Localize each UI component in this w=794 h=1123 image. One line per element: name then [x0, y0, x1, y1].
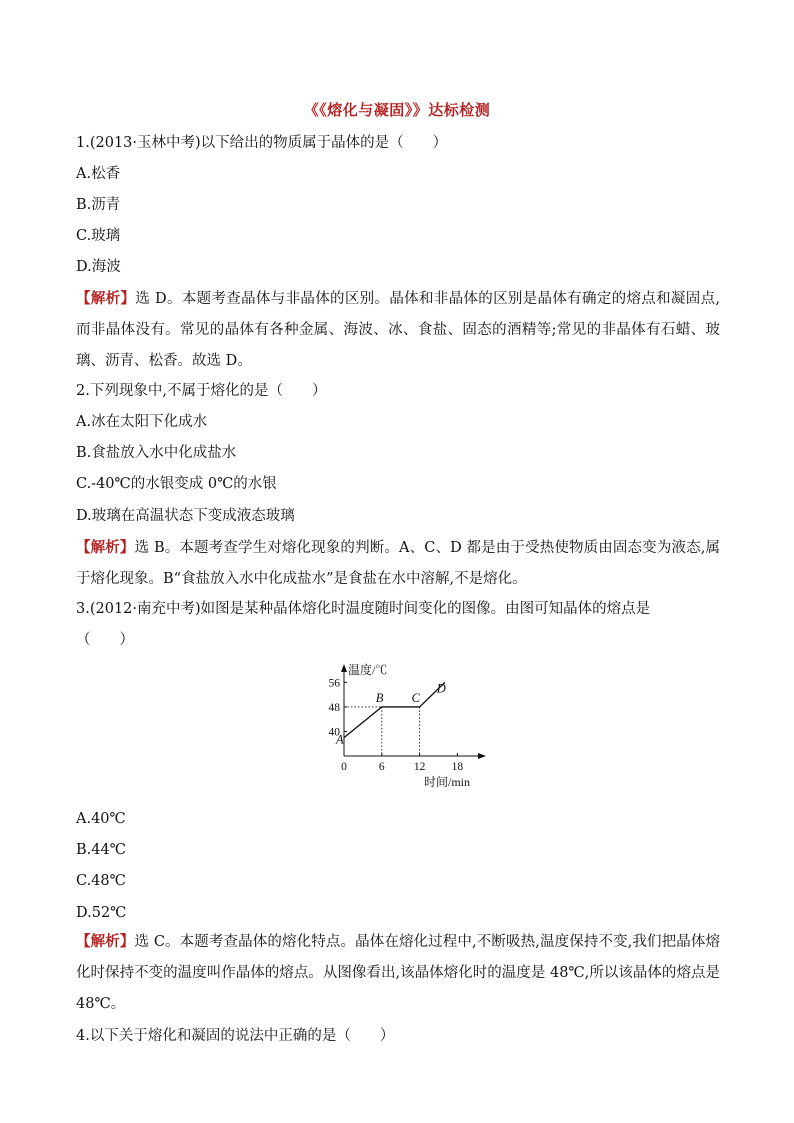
analysis-tag: 【解析】 — [76, 290, 136, 307]
question-3-stem: 3.(2012·南充中考)如图是某种晶体熔化时温度随时间变化的图像。由图可知晶体的熔点是 — [76, 601, 651, 617]
analysis-text: 选 B。本题考查学生对熔化现象的判断。A、C、D 都是由于受热使物质由固态变为液态,属于熔化现象。B“食盐放入水中化成盐水”是食盐在水中溶解,不是熔化。 — [76, 540, 720, 587]
analysis-tag: 【解析】 — [76, 539, 135, 556]
x-tick-label: 6 — [378, 761, 385, 773]
question-4-stem: 4.以下关于熔化和凝固的说法中正确的是（ ） — [76, 1028, 395, 1044]
question-2-option-a: A.冰在太阳下化成水 — [76, 414, 208, 430]
x-axis-title: 时间/min — [424, 775, 471, 789]
question-1-option-b: B.沥青 — [76, 197, 121, 213]
y-axis-arrow — [341, 664, 347, 672]
question-2-option-d: D.玻璃在高温状态下变成液态玻璃 — [76, 508, 295, 524]
question-3-option-b: B.44℃ — [76, 842, 126, 858]
point-label-c: C — [411, 690, 420, 705]
question-3-stem-bracket: （ ） — [76, 632, 134, 648]
y-tick-label: 48 — [328, 701, 340, 714]
question-2-analysis — [76, 532, 720, 595]
question-3-analysis — [76, 926, 720, 1020]
x-tick-label: 18 — [451, 761, 464, 773]
question-1-analysis — [76, 283, 720, 377]
question-3-option-a: A.40℃ — [76, 811, 126, 827]
point-label-a: A — [336, 732, 344, 747]
question-1-option-c: C.玻璃 — [76, 228, 121, 244]
analysis-text: 选 C。本题考查晶体的熔化特点。晶体在熔化过程中,不断吸热,温度保持不变,我们把晶体熔化时保持不变的温度叫作晶体的熔点。从图像看出,该晶体熔化时的温度是 48℃,所以该晶体的熔点是 48℃。 — [76, 934, 721, 1012]
point-label-d: D — [436, 681, 446, 696]
question-2-stem: 2.下列现象中,不属于熔化的是（ ） — [76, 383, 327, 399]
y-tick-label: 40 — [328, 726, 340, 739]
point-label-b: B — [375, 690, 384, 705]
y-axis-title: 温度/℃ — [348, 663, 388, 677]
question-3-option-c: C.48℃ — [76, 873, 126, 889]
analysis-text: 选 D。本题考查晶体与非晶体的区别。晶体和非晶体的区别是晶体有确定的熔点和凝固点,而非晶体没有。常见的晶体有各种金属、海波、冰、食盐、固态的酒精等;常见的非晶体有石蜡、玻璃、沥青、松香。故选 D。 — [76, 291, 721, 369]
x-tick-label: 0 — [341, 761, 347, 773]
y-tick-label: 56 — [328, 677, 340, 690]
temperature-time-graph — [310, 660, 510, 795]
question-3-option-d: D.52℃ — [76, 905, 127, 921]
question-1-option-d: D.海波 — [76, 259, 121, 275]
question-2-option-b: B.食盐放入水中化成盐水 — [76, 445, 237, 461]
x-tick-label: 12 — [413, 761, 426, 773]
temperature-series-line — [344, 682, 445, 737]
question-1-option-a: A.松香 — [76, 166, 121, 182]
page-title: 《《熔化与凝固》》达标检测 — [303, 101, 491, 119]
x-axis-arrow — [478, 753, 486, 759]
analysis-tag: 【解析】 — [76, 933, 135, 950]
question-1-stem: 1.(2013·玉林中考)以下给出的物质属于晶体的是（ ） — [76, 135, 448, 151]
question-2-option-c: C.-40℃的水银变成 0℃的水银 — [76, 476, 277, 492]
